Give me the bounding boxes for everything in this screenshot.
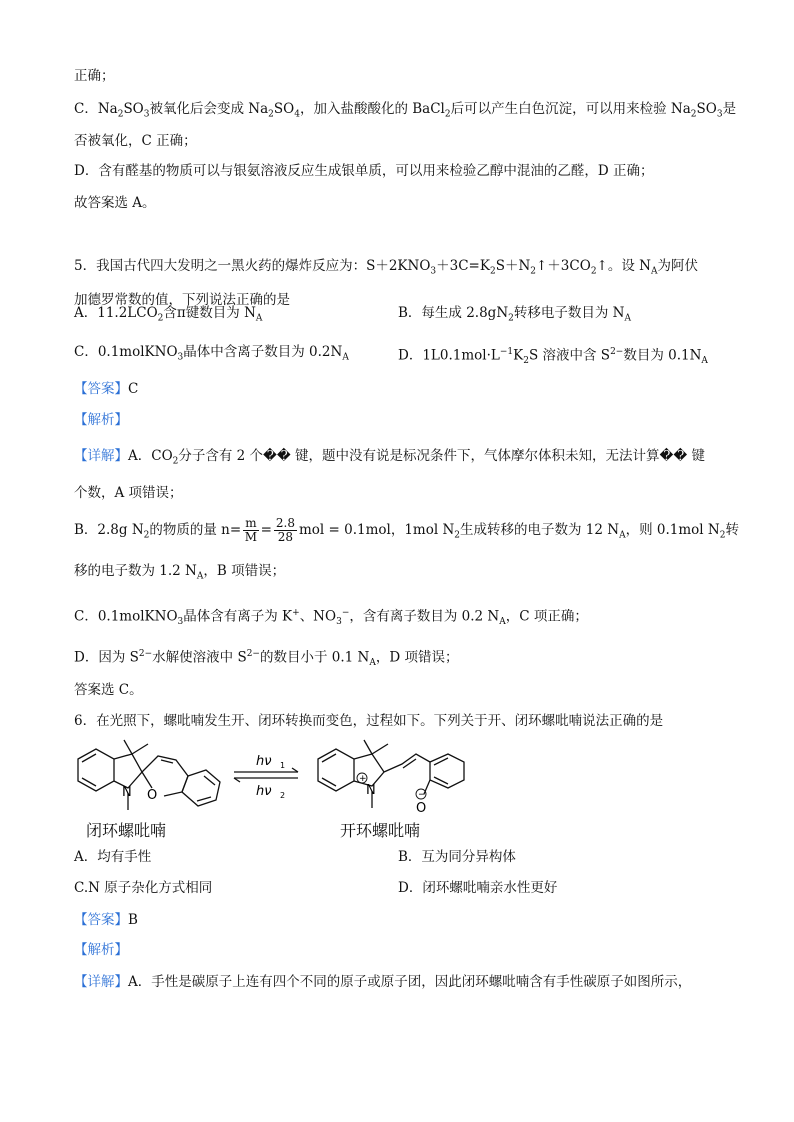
detail-b: 移的电子数为 1.2 $N_A$，B 项错误； [74, 563, 286, 582]
text-line: 否被氧化，C 正确； [74, 133, 197, 149]
q6-option-a: A．均有手性 [74, 849, 152, 865]
svg-text:1: 1 [280, 761, 286, 770]
detail-b: B．2.8g $N_2$的物质的量 n= $\frac{m}{M}$ = $\frac{2.8}{28}$ mol = 0.1mol，1mol $N_2$生成转移的电子数为 12 $N_A$，则 0.1mol $N_2$转 [74, 516, 739, 544]
q6-option-b: B．互为同分异构体 [398, 849, 516, 865]
svg-text:hν: hν [256, 754, 272, 769]
svg-text:−: − [418, 790, 426, 800]
svg-text:O: O [147, 788, 158, 803]
option-a: A．$11.2LCO_2$含π键数目为 $N_A$ [74, 305, 263, 324]
svg-text:O: O [416, 801, 427, 816]
label-closed: 闭环螺吡喃 [86, 821, 167, 840]
svg-text:+: + [359, 774, 367, 784]
q6-option-d: D．闭环螺吡喃亲水性更好 [398, 880, 558, 896]
question-5-stem: 加德罗常数的值，下列说法正确的是 [74, 292, 290, 308]
final-answer: 答案选 C。 [74, 682, 143, 698]
label-open: 开环螺吡喃 [340, 821, 421, 840]
option-b: B．每生成 $2.8gN_2$转移电子数目为 $N_A$ [398, 305, 631, 324]
question-5-stem: 5．我国古代四大发明之一黑火药的爆炸反应为：$S+2KNO_3+3C=K_2S+N_2↑+3CO_2↑$。设 $N_A$为阿伏 [74, 258, 698, 277]
text-line: 故答案选 A。 [74, 195, 156, 211]
analysis-tag: 【解析】 [74, 412, 128, 428]
svg-text:2: 2 [280, 791, 286, 800]
q6-option-c: C.N 原子杂化方式相同 [74, 880, 213, 896]
text-line: D．含有醛基的物质可以与银氨溶液反应生成银单质，可以用来检验乙醇中混油的乙醛，D 正确； [74, 163, 654, 179]
option-c: C．0.1molKNO$_3$晶体中含离子数目为 $0.2N_A$ [74, 344, 349, 363]
q6-analysis: 【解析】 [74, 942, 128, 958]
answer-line: 【答案】C [74, 381, 139, 397]
text-line: C．$Na_2SO_3$被氧化后会变成 $Na_2SO_4$，加入盐酸酸化的 BaCl$_2$后可以产生白色沉淀，可以用来检验 $Na_2SO_3$是 [74, 101, 737, 120]
q6-answer: 【答案】B [74, 912, 138, 928]
option-d: D．$1L0.1mol\cdot L^{-1}K_2S$ 溶液中含 $S^{2-}$数目为 $0.1N_A$ [398, 347, 708, 367]
q6-detail: 【详解】A．手性是碳原子上连有四个不同的原子或原子团，因此闭环螺吡喃含有手性碳原子如图所示， [74, 974, 692, 990]
detail-a: 【详解】A．$CO_2$分子含有 2 个�� 键，题中没有说是标况条件下，气体摩尔体积未知，无法计算�� 键 [74, 448, 706, 467]
svg-text:N: N [122, 785, 132, 800]
text-line: 正确； [74, 68, 115, 84]
detail-c: C．0.1molKNO$_3$晶体含有离子为 K+、$NO_3^-$，含有离子数目为 0.2 $N_A$，C 项正确； [74, 608, 588, 628]
detail-a: 个数，A 项错误； [74, 485, 183, 501]
detail-d: D．因为 $S^{2-}$水解使溶液中 $S^{2-}$的数目小于 0.1 $N_A$，D 项错误； [74, 649, 459, 669]
question-6-stem: 6．在光照下，螺吡喃发生开、闭环转换而变色，过程如下。下列关于开、闭环螺吡喃说法正确的是 [74, 713, 664, 729]
svg-text:N: N [366, 783, 376, 798]
svg-text:hν: hν [256, 784, 272, 799]
